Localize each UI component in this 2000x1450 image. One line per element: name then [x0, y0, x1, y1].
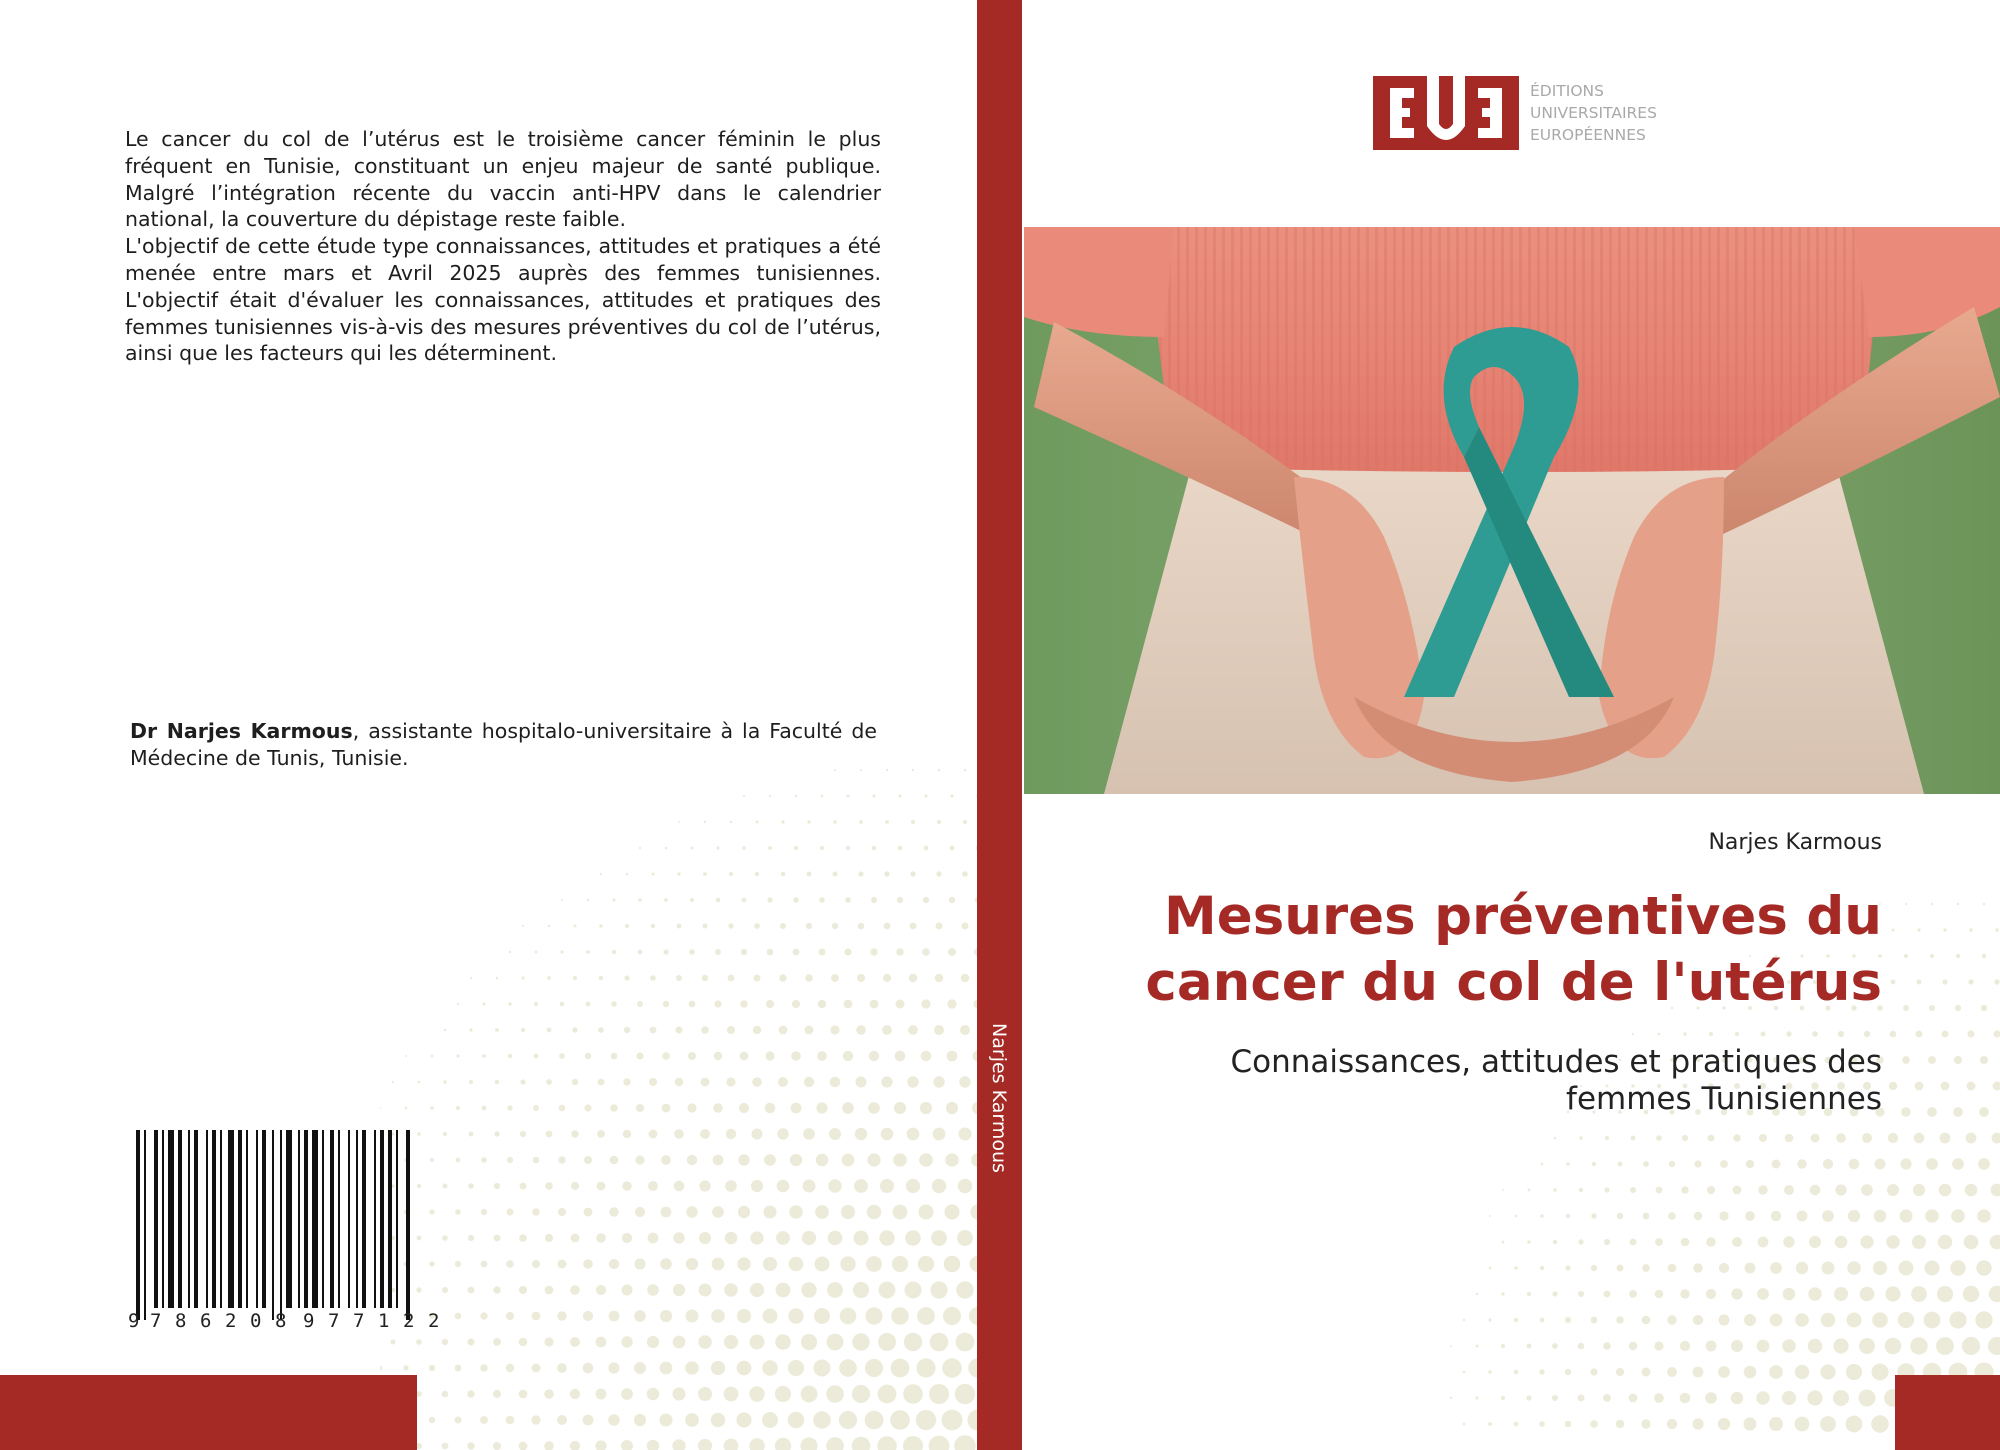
barcode-digit: 2 — [428, 1310, 440, 1330]
back-bottom-band — [0, 1375, 417, 1450]
summary-paragraph-1: Le cancer du col de l’utérus est le troisième cancer féminin le plus fréquent en Tunisie, constituant un enjeu majeur de santé publique. Malgré l’intégration récente du vaccin anti-HPV dans le calendrier national, la couverture du dépistage reste faible. — [125, 127, 881, 232]
book-subtitle-line-1: Connaissances, attitudes et pratiques des — [1230, 1044, 1882, 1080]
barcode-digit: 7 — [353, 1310, 365, 1330]
isbn-barcode — [128, 1130, 454, 1330]
barcode-digit: 0 — [250, 1310, 262, 1330]
cover-author: Narjes Karmous — [1708, 830, 1882, 855]
publisher-name — [1530, 80, 1657, 146]
barcode-digit: 8 — [175, 1310, 187, 1330]
summary-paragraph-2: L'objectif de cette étude type connaissances, attitudes et pratiques a été menée entre mars et Avril 2025 auprès des femmes tunisiennes. L'objectif était d'évaluer les connaissances, attitudes et pratiques des femmes tunisiennes vis-à-vis des mesures préventives du col de l’utérus, ainsi que les facteurs qui les déterminent. — [125, 234, 881, 366]
book-title-line-1: Mesures préventives du — [1164, 886, 1882, 947]
barcode-digit: 2 — [225, 1310, 237, 1330]
spine-author: Narjes Karmous — [988, 1023, 1010, 1173]
author-bio — [130, 718, 877, 772]
barcode-digit: 8 — [275, 1310, 287, 1330]
book-title — [1122, 884, 1882, 1016]
barcode-digit: 7 — [150, 1310, 162, 1330]
book-title-line-2: cancer du col de l'utérus — [1145, 952, 1882, 1013]
barcode-digit: 9 — [303, 1310, 315, 1330]
publisher-line-2: UNIVERSITAIRES — [1530, 104, 1657, 122]
barcode-digit: 2 — [403, 1310, 415, 1330]
author-bio-text: , assistante hospitalo-universitaire à la Faculté de Médecine de Tunis, Tunisie. — [130, 719, 878, 770]
barcode-digit: 6 — [200, 1310, 212, 1330]
awareness-ribbon-hands-photo — [1024, 227, 2000, 794]
publisher-line-3: EUROPÉENNES — [1530, 126, 1646, 144]
cover-photo — [1024, 227, 2000, 794]
barcode-digit: 9 — [128, 1310, 140, 1330]
front-bottom-band — [1895, 1375, 2000, 1450]
publisher-line-1: ÉDITIONS — [1530, 82, 1604, 100]
barcode-digit: 7 — [328, 1310, 340, 1330]
book-subtitle — [1122, 1044, 1882, 1118]
author-bio-name: Dr Narjes Karmous — [130, 719, 353, 743]
barcode-digit: 1 — [378, 1310, 390, 1330]
book-subtitle-line-2: femmes Tunisiennes — [1566, 1081, 1882, 1117]
publisher-logo — [1373, 76, 1673, 150]
spine — [977, 0, 1022, 1450]
back-cover-summary — [125, 126, 881, 367]
